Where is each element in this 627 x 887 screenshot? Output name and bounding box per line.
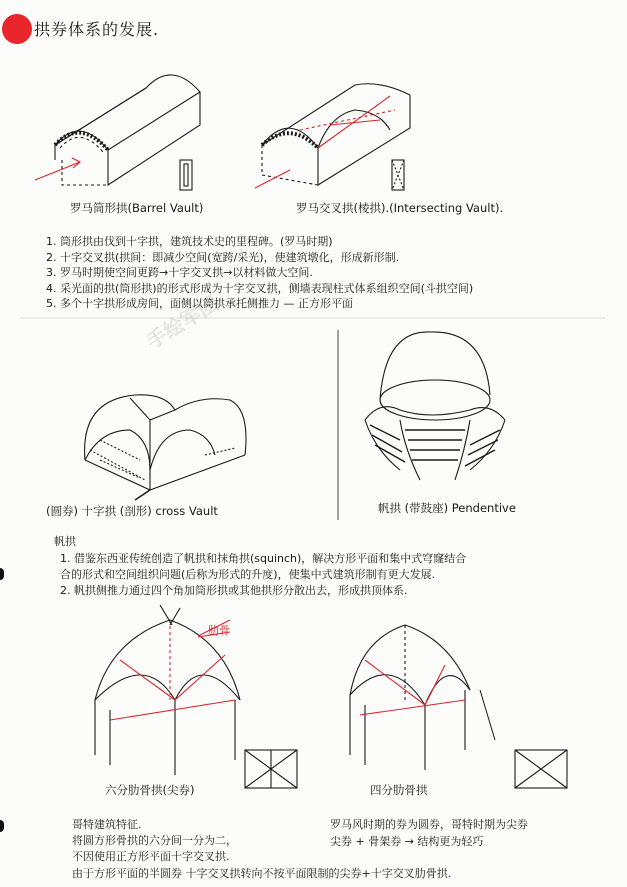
pendentive-caption: 帆拱 (带鼓座) Pendentive bbox=[378, 501, 516, 515]
quadripartite-caption: 四分肋骨拱 bbox=[370, 783, 428, 797]
barrel-vault-sketch bbox=[35, 75, 200, 190]
groin-vault-sketch bbox=[255, 84, 410, 190]
rib-label: 肋骨 bbox=[208, 624, 230, 637]
sexpartite-caption: 六分肋骨拱(尖券) bbox=[105, 783, 195, 797]
page-title: 拱券体系的发展. bbox=[34, 20, 160, 39]
note-line: 将圆方形骨拱的六分间一分为二， bbox=[72, 834, 237, 847]
quadripartite-vault-sketch bbox=[350, 625, 567, 788]
groin-vault-caption: 罗马交叉拱(棱拱).(Intersecting Vault). bbox=[296, 201, 504, 215]
note-line: 3. 罗马时期使空间更跨→十字交叉拱→以材料做大空间. bbox=[46, 266, 313, 279]
note-line: 合的形式和空间组织问题(后称为形式的升度)，使集中式建筑形制有更大发展. bbox=[60, 568, 436, 581]
note-line: 由于方形平面的半圆券 十字交叉拱转向不按平面限制的尖券+十字交叉肋骨拱. bbox=[72, 867, 452, 880]
note-line: 1. 借鉴东西亚传统创造了帆拱和抹角拱(squinch)，解决方形平面和集中式穹窿结合 bbox=[60, 552, 467, 565]
pendentive-heading: 帆拱 bbox=[54, 535, 76, 548]
cross-vault-caption: (圆券) 十字拱 (剖形) cross Vault bbox=[46, 504, 218, 518]
pendentive-sketch bbox=[365, 332, 505, 480]
note-line: 4. 采光面的拱(筒形拱)的形式形成为十字交叉拱，侧墙表现柱式体系组织空间(斗拱空间) bbox=[46, 281, 474, 295]
note-line: 2. 十字交叉拱(拱间：即减少空间(宽跨/采光)，使建筑墩化，形成新形制. bbox=[46, 250, 400, 264]
watermark: 手绘军团 bbox=[142, 290, 223, 354]
note-line: 尖券 + 骨架券 → 结构更为轻巧 bbox=[330, 835, 484, 848]
note-line: 1. 筒形拱由伐到十字拱，建筑技术史的里程碑。(罗马时期) bbox=[46, 235, 333, 248]
note-line: 哥特建筑特征. bbox=[72, 818, 142, 831]
note-line: 罗马风时期的券为圆券，哥特时期为尖券 bbox=[330, 818, 528, 831]
section1-notes bbox=[46, 234, 473, 312]
barrel-vault-caption: 罗马筒形拱(Barrel Vault) bbox=[70, 201, 204, 215]
note-line: 2. 帆拱侧推力通过四个角加筒形拱或其他拱形分散出去，形成拱顶体系. bbox=[60, 584, 408, 597]
note-line: 不因使用正方形平面十字交叉拱. bbox=[72, 850, 230, 863]
cross-vault-sketch bbox=[85, 395, 246, 500]
sexpartite-vault-sketch bbox=[95, 605, 297, 788]
note-line: 5. 多个十字拱形成房间，面侧以筒拱承托侧推力 — 正方形平面 bbox=[46, 297, 353, 310]
